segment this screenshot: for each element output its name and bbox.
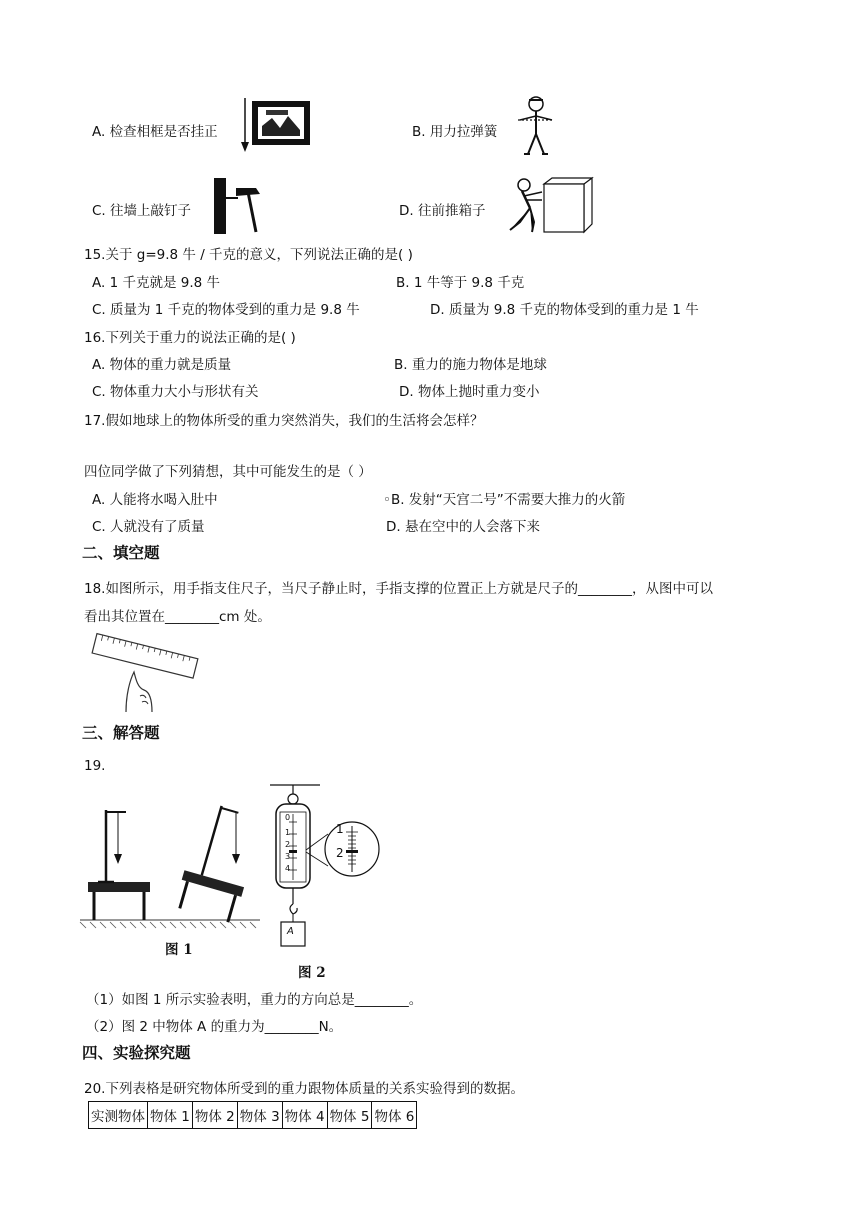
picture-frame-plumb-image bbox=[236, 96, 316, 156]
q16-option-a: A. 物体的重力就是质量 bbox=[92, 357, 232, 373]
table-header-cell: 物体 2 bbox=[192, 1102, 237, 1129]
q16-option-b: B. 重力的施力物体是地球 bbox=[394, 357, 547, 373]
q14-option-c: C. 往墙上敲钉子 bbox=[92, 203, 192, 219]
q20-stem: 20.下列表格是研究物体所受到的重力跟物体质量的关系实验得到的数据。 bbox=[84, 1081, 524, 1097]
q15-option-b: B. 1 牛等于 9.8 千克 bbox=[396, 275, 525, 291]
q14-option-d: D. 往前推箱子 bbox=[399, 203, 486, 219]
scale-label-0: 0 bbox=[285, 813, 291, 822]
hammering-nail-image bbox=[212, 176, 270, 236]
q16-option-c: C. 物体重力大小与形状有关 bbox=[92, 384, 259, 400]
section-heading-fill-blank: 二、填空题 bbox=[82, 544, 160, 562]
q19-number: 19. bbox=[84, 758, 106, 774]
q14-option-a: A. 检查相框是否挂正 bbox=[92, 124, 218, 140]
zoom-label-1: 1 bbox=[336, 822, 344, 836]
q14-option-b: B. 用力拉弹簧 bbox=[412, 124, 498, 140]
table-header-cell: 物体 4 bbox=[282, 1102, 327, 1129]
pulling-spring-image bbox=[512, 94, 560, 160]
section-heading-answer: 三、解答题 bbox=[82, 724, 160, 742]
q17-option-d: D. 悬在空中的人会落下来 bbox=[386, 519, 540, 535]
weight-a-label: A bbox=[287, 926, 294, 937]
q15-option-c: C. 质量为 1 千克的物体受到的重力是 9.8 牛 bbox=[92, 302, 360, 318]
table-header-cell: 物体 1 bbox=[148, 1102, 193, 1129]
scale-label-4: 4 bbox=[285, 864, 291, 873]
scale-label-3: 3 bbox=[285, 852, 291, 861]
q17-option-b: ◦B. 发射“天宫二号”不需要大推力的火箭 bbox=[383, 492, 626, 508]
table-header-cell: 物体 5 bbox=[327, 1102, 372, 1129]
scale-label-1: 1 bbox=[285, 828, 291, 837]
q15-option-a: A. 1 千克就是 9.8 牛 bbox=[92, 275, 221, 291]
figure1-caption: 图 1 bbox=[165, 942, 193, 958]
q17-intro: 四位同学做了下列猜想，其中可能发生的是（ ） bbox=[84, 464, 372, 480]
figure2-caption: 图 2 bbox=[298, 965, 326, 981]
q18-line1: 18.如图所示，用手指支住尺子，当尺子静止时，手指支撑的位置正上方就是尺子的________，从图中可以 bbox=[84, 581, 713, 597]
q18-line2: 看出其位置在________cm 处。 bbox=[84, 609, 271, 625]
q17-stem: 17.假如地球上的物体所受的重力突然消失，我们的生活将会怎样？ bbox=[84, 413, 484, 429]
table-header-cell: 物体 6 bbox=[372, 1102, 417, 1129]
q17-option-a: A. 人能将水喝入肚中 bbox=[92, 492, 218, 508]
zoom-label-2: 2 bbox=[336, 846, 344, 860]
q19-part2: （2）图 2 中物体 A 的重力为________N。 bbox=[86, 1019, 343, 1035]
pushing-box-image bbox=[500, 176, 596, 236]
q17-option-c: C. 人就没有了质量 bbox=[92, 519, 205, 535]
q16-option-d: D. 物体上抛时重力变小 bbox=[399, 384, 540, 400]
q15-stem: 15.关于 g=9.8 牛 / 千克的意义，下列说法正确的是( ) bbox=[84, 247, 413, 263]
q19-part1: （1）如图 1 所示实验表明，重力的方向总是________。 bbox=[86, 992, 423, 1008]
section-heading-experiment: 四、实验探究题 bbox=[82, 1044, 191, 1062]
q15-option-d: D. 质量为 9.8 千克的物体受到的重力是 1 牛 bbox=[430, 302, 699, 318]
scale-label-2: 2 bbox=[285, 840, 291, 849]
q16-stem: 16.下列关于重力的说法正确的是( ) bbox=[84, 330, 296, 346]
table-header-row bbox=[89, 1102, 417, 1129]
q20-data-table bbox=[88, 1101, 417, 1129]
table-header-cell: 实测物体 bbox=[89, 1102, 148, 1129]
plumb-line-experiment-image bbox=[80, 800, 262, 930]
table-header-cell: 物体 3 bbox=[237, 1102, 282, 1129]
ruler-on-finger-image bbox=[90, 630, 200, 712]
